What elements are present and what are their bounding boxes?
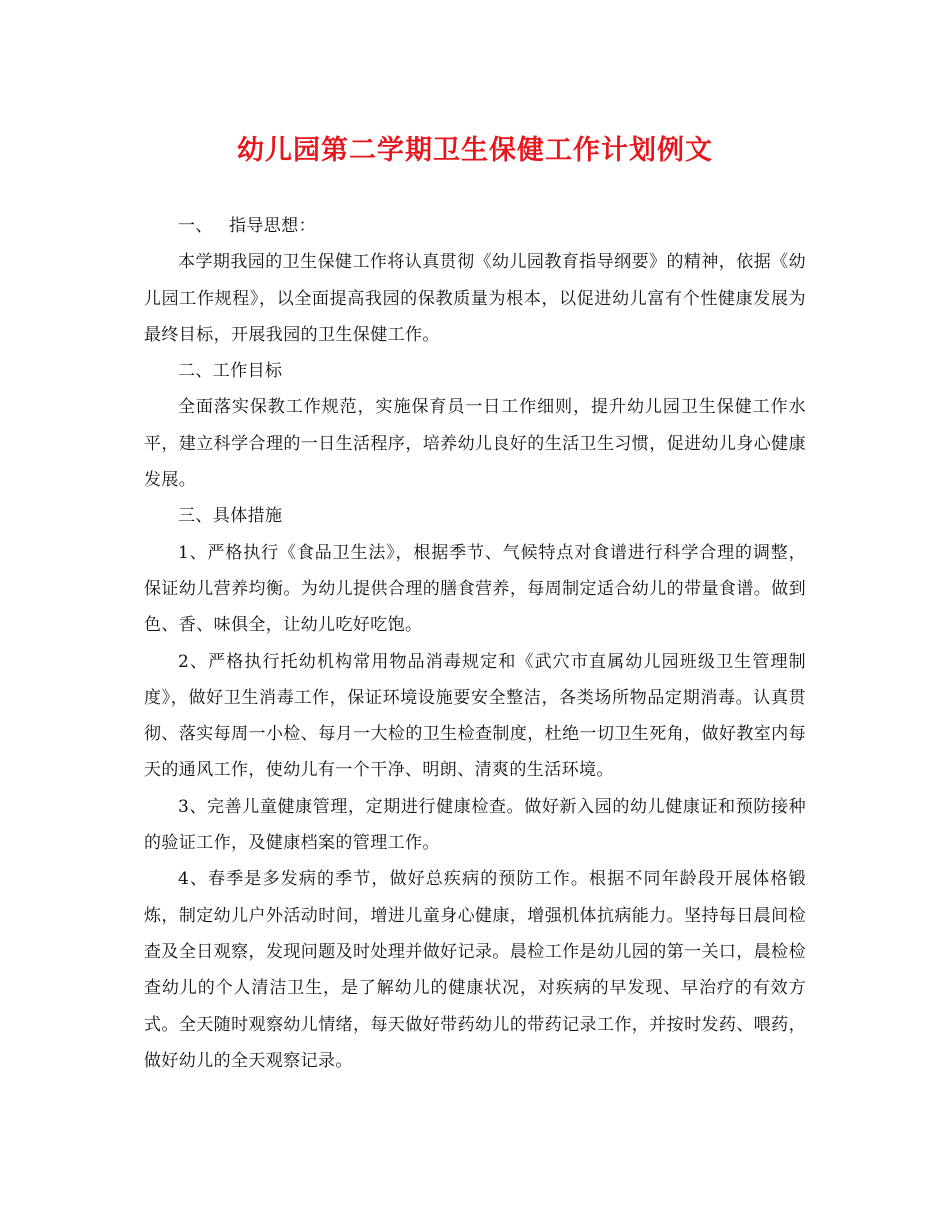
- measure-item-3: 3、完善儿童健康管理，定期进行健康检查。做好新入园的幼儿健康证和预防接种的验证工作，及健康档案的管理工作。: [144, 796, 806, 854]
- document-title: 幼儿园第二学期卫生保健工作计划例文: [237, 135, 713, 166]
- section-heading-measures: 三、具体措施: [178, 506, 283, 527]
- measure-item-4: 4、春季是多发病的季节，做好总疾病的预防工作。根据不同年龄段开展体格锻炼，制定幼儿户外活动时间，增进儿童身心健康，增强机体抗病能力。坚持每日晨间检查及全日观察，发现问题及时处理并做好记录。晨检工作是幼儿园的第一关口，晨检检查幼儿的个人清洁卫生，是了解幼儿的健康状况，对疾病的早发现、早治疗的有效方式。全天随时观察幼儿情绪，每天做好带药幼儿的带药记录工作，并按时发药、喂药，做好幼儿的全天观察记录。: [144, 869, 806, 1071]
- section-number: 一、: [178, 216, 213, 236]
- measure-item-1: 1、严格执行《食品卫生法》，根据季节、气候特点对食谱进行科学合理的调整，保证幼儿营养均衡。为幼儿提供合理的膳食营养，每周制定适合幼儿的带量食谱。做到色、香、味俱全，让幼儿吃好吃饱。: [144, 542, 806, 636]
- section-heading-work-goals: 二、工作目标: [178, 361, 283, 382]
- document-body: [144, 208, 806, 1079]
- paragraph-work-goals: 全面落实保教工作规范，实施保育员一日工作细则，提升幼儿园卫生保健工作水平，建立科学合理的一日生活程序，培养幼儿良好的生活卫生习惯，促进幼儿身心健康发展。: [144, 397, 806, 491]
- measure-item-2: 2、严格执行托幼机构常用物品消毒规定和《武穴市直属幼儿园班级卫生管理制度》，做好卫生消毒工作，保证环境设施要安全整洁，各类场所物品定期消毒。认真贯彻、落实每周一小检、每月一大检的卫生检查制度，杜绝一切卫生死角，做好教室内每天的通风工作，使幼儿有一个干净、明朗、清爽的生活环境。: [144, 651, 806, 781]
- section-heading-text: 指导思想：: [229, 216, 316, 236]
- section-heading-guiding-thought: [144, 208, 806, 244]
- paragraph-guiding-thought: 本学期我园的卫生保健工作将认真贯彻《幼儿园教育指导纲要》的精神，依据《幼儿园工作规程》，以全面提高我园的保教质量为根本，以促进幼儿富有个性健康发展为最终目标，开展我园的卫生保健工作。: [144, 252, 806, 345]
